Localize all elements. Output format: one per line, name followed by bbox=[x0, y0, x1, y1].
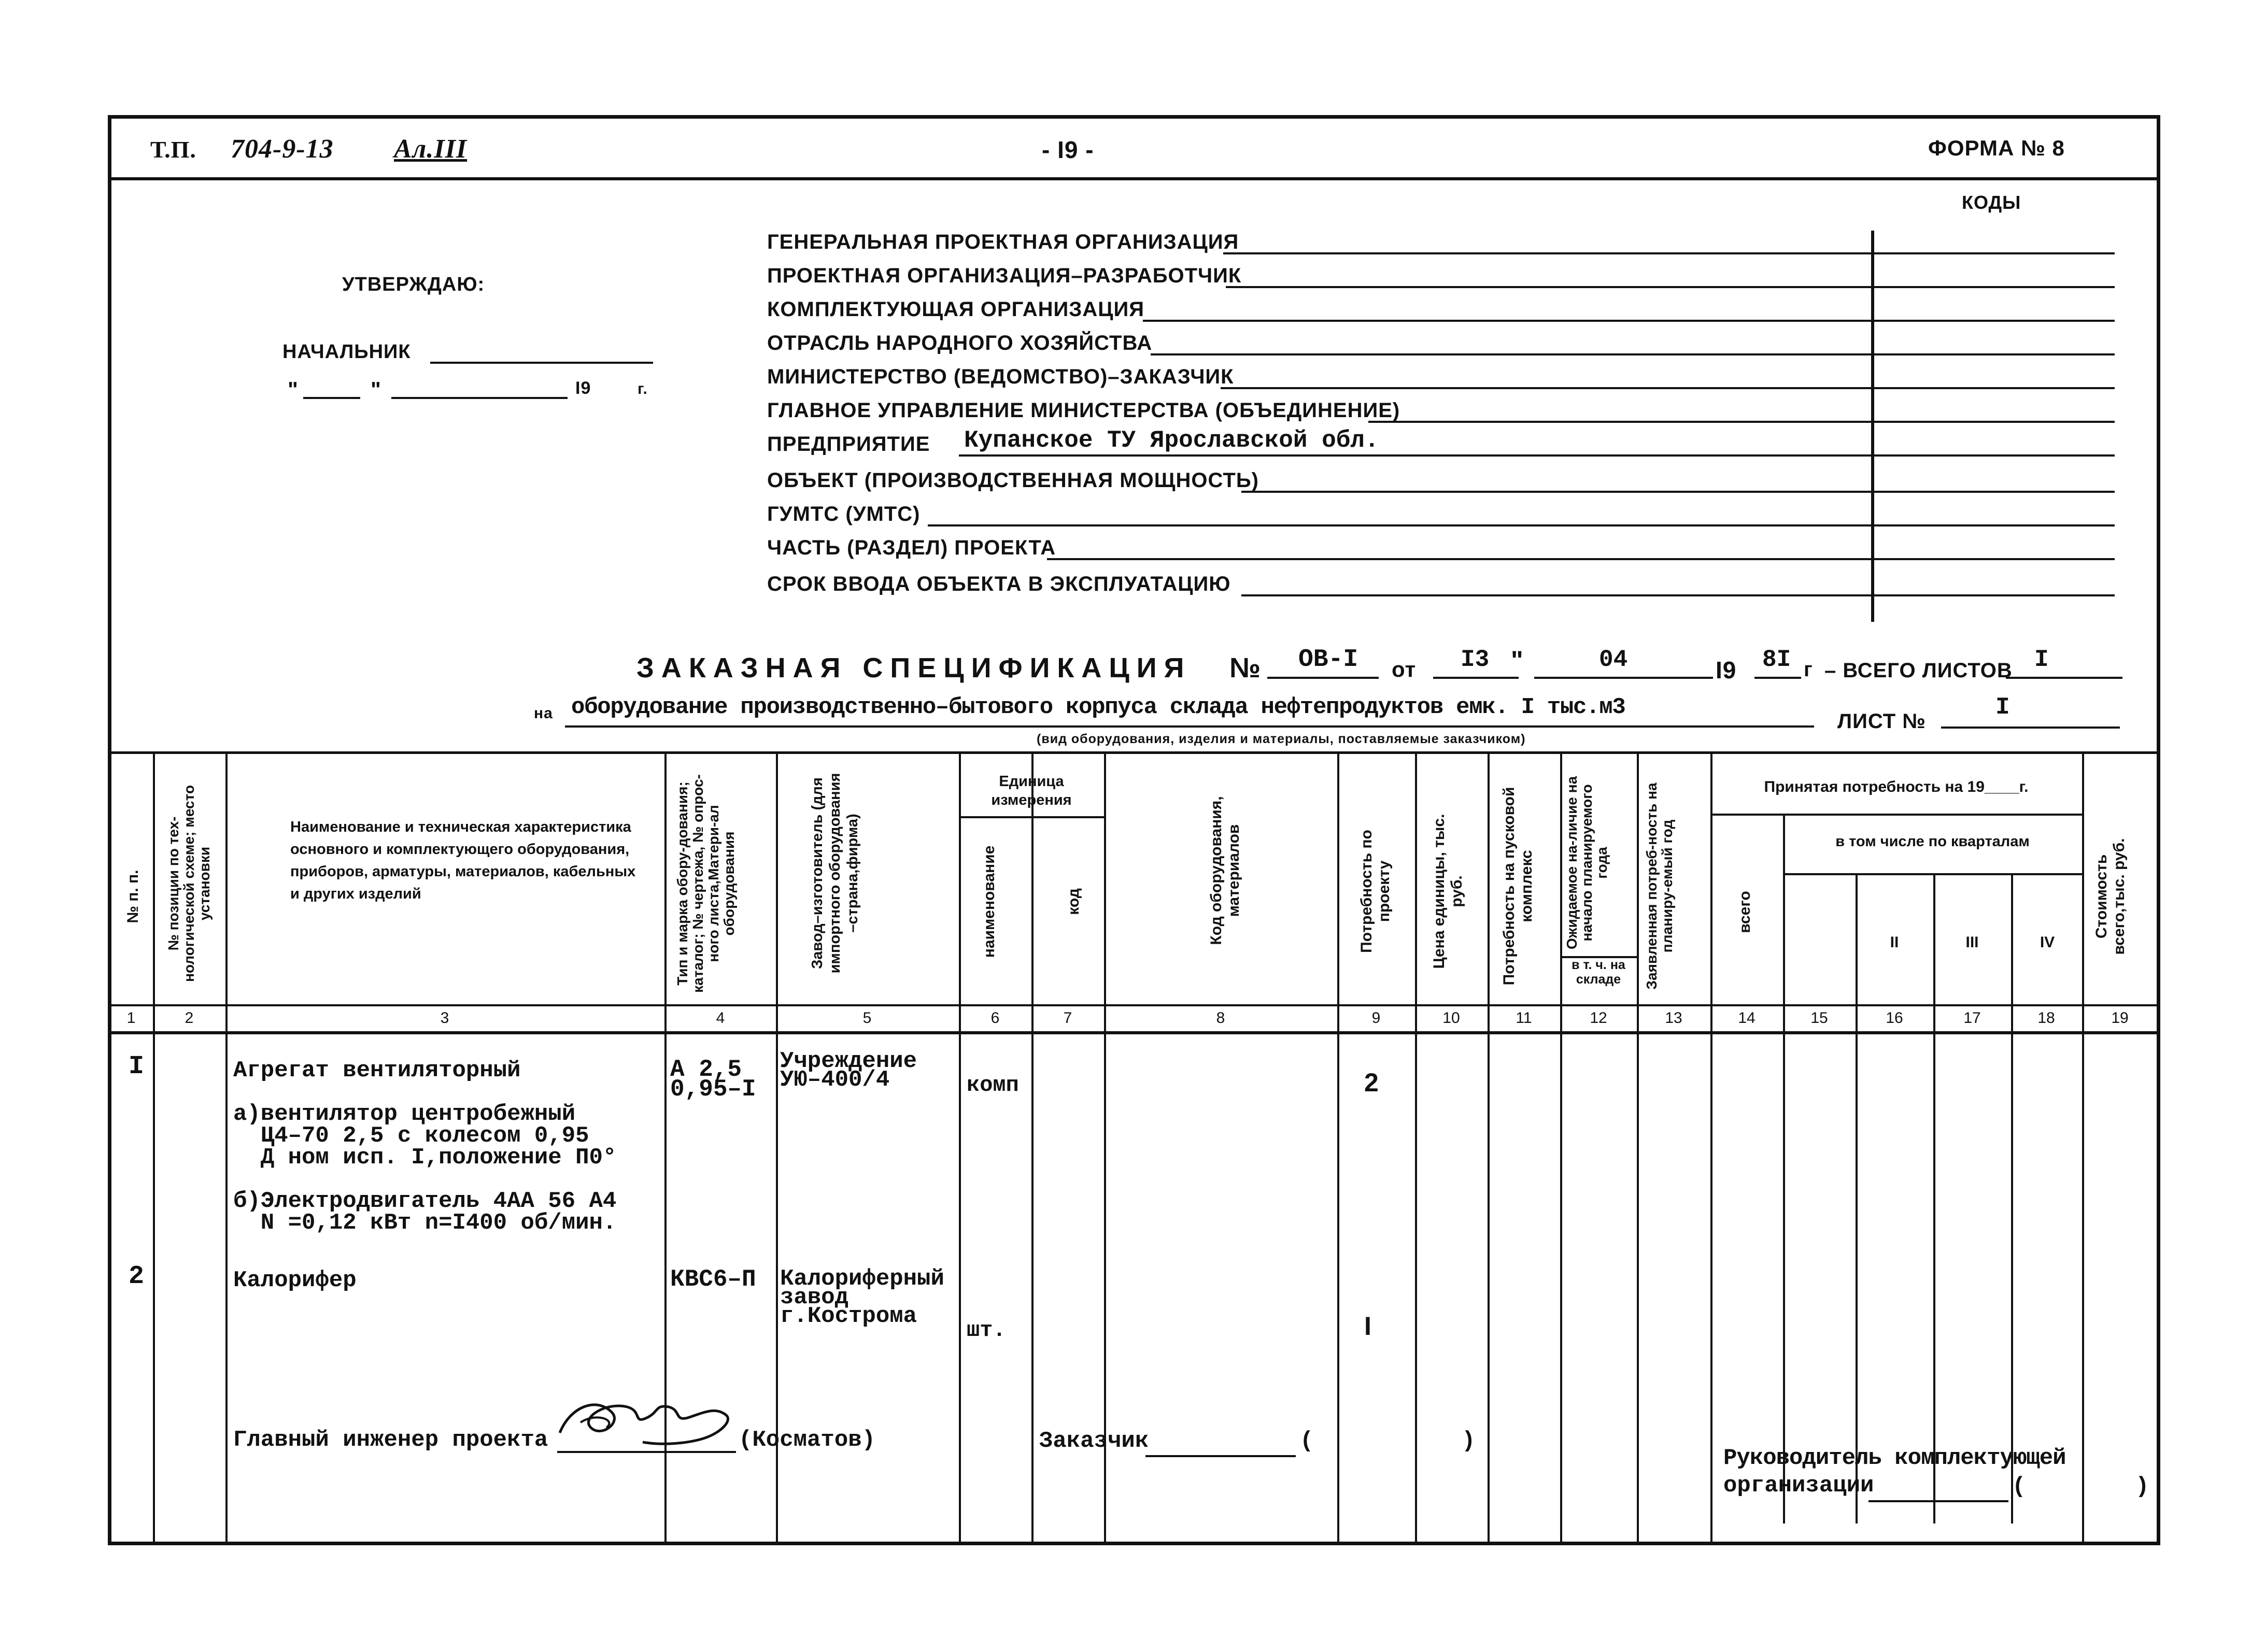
column-divider bbox=[1415, 751, 1417, 1544]
column-number: 13 bbox=[1665, 1009, 1682, 1027]
org-field-line bbox=[1226, 286, 2115, 288]
customer-close: ) bbox=[1462, 1428, 1476, 1454]
column-divider bbox=[1031, 751, 1034, 1544]
column-number: 6 bbox=[990, 1009, 1000, 1027]
spec-month: 04 bbox=[1599, 646, 1628, 673]
spec-year-prefix: I9 bbox=[1716, 657, 1737, 683]
spec-day: I3 bbox=[1461, 646, 1490, 673]
row-1-name: Агрегат вентиляторный а)вентилятор центробежный Ц4–70 2,5 с колесом 0,95 Д ном исп. I,положение П0° б)Электродвигатель 4АА 56 А4 N =0,12 кВт n=I400 об/мин. bbox=[233, 1058, 617, 1236]
col-3-header: Наименование и техническая характеристика основного и комплектующего оборудования, приборов, арматуры, материалов, кабельных и других изделий bbox=[290, 819, 636, 902]
org-field-line bbox=[1241, 491, 2115, 493]
table-header-line bbox=[110, 1004, 2158, 1006]
column-number: 2 bbox=[185, 1009, 194, 1027]
spec-number-label: № bbox=[1229, 652, 1262, 683]
customer-open: ( bbox=[1300, 1428, 1314, 1454]
quarter-divider bbox=[1856, 873, 1858, 1523]
codes-divider bbox=[1871, 231, 1874, 622]
row-1-type: А 2,5 0,95–I bbox=[670, 1056, 756, 1103]
customer-sign-line bbox=[1145, 1455, 1296, 1457]
spec-month-line bbox=[1534, 677, 1713, 679]
column-number: 9 bbox=[1371, 1009, 1381, 1027]
spec-from-label: от bbox=[1392, 657, 1417, 681]
org-field-line bbox=[959, 454, 2115, 457]
col-7-header: код bbox=[1065, 888, 1082, 915]
org-field-label: ОБЪЕКТ (ПРОИЗВОДСТВЕННАЯ МОЩНОСТЬ) bbox=[767, 469, 1259, 492]
row-1-num: I bbox=[129, 1052, 145, 1081]
col-17-header: III bbox=[1965, 934, 1979, 951]
accepted-header: Принятая потребность на 19____г. bbox=[1764, 778, 2029, 795]
row-2-type: КВС6–П bbox=[670, 1266, 756, 1293]
col-19-header: Стоимость всего,тыс. руб. bbox=[2093, 838, 2128, 955]
col-12-sub-header: в т. ч. на складе bbox=[1572, 958, 1625, 987]
column-divider bbox=[1337, 751, 1339, 1544]
column-divider bbox=[2082, 751, 2084, 1544]
spec-year: 8I bbox=[1762, 646, 1791, 673]
row-2-num: 2 bbox=[129, 1262, 145, 1291]
total-sheets: I bbox=[2034, 646, 2049, 673]
column-number: 4 bbox=[716, 1009, 725, 1027]
spec-title: ЗАКАЗНАЯ СПЕЦИФИКАЦИЯ bbox=[636, 652, 1192, 683]
album-label: Ал.III bbox=[394, 134, 468, 164]
quarter-divider bbox=[1933, 873, 1935, 1523]
sheet-number: I bbox=[1995, 694, 2010, 721]
sheet-label: ЛИСТ № bbox=[1837, 710, 1926, 733]
col-2-header: № позиции по тех-нологической схеме; место установки bbox=[165, 785, 213, 982]
column-number: 8 bbox=[1216, 1009, 1225, 1027]
org-field-value: Купанское ТУ Ярославской обл. bbox=[964, 427, 1379, 454]
column-number: 1 bbox=[126, 1009, 136, 1027]
col-18-header: IV bbox=[2040, 934, 2055, 951]
col-5-header: Завод–изготовитель (для импортного оборудования –страна,фирма) bbox=[809, 773, 861, 974]
tp-label: Т.П. bbox=[150, 136, 196, 163]
column-number: 12 bbox=[1590, 1009, 1607, 1027]
org-field-line bbox=[1223, 252, 2115, 254]
column-number: 7 bbox=[1063, 1009, 1072, 1027]
col-8-header: Код оборудования, материалов bbox=[1208, 796, 1242, 945]
column-number: 19 bbox=[2111, 1009, 2129, 1027]
unit-group-header: Единица измерения bbox=[991, 773, 1072, 808]
row-2-maker: Калориферный завод г.Кострома bbox=[780, 1266, 944, 1329]
supplier-open: ( bbox=[2012, 1474, 2026, 1500]
column-number: 10 bbox=[1442, 1009, 1460, 1027]
column-divider bbox=[1637, 751, 1639, 1544]
chief-engineer-name: (Косматов) bbox=[739, 1427, 876, 1453]
column-divider bbox=[1560, 751, 1562, 1544]
date-quote-close: " bbox=[371, 377, 381, 402]
quarter-divider bbox=[1783, 814, 1785, 1523]
date-quote-open: " bbox=[288, 377, 299, 402]
col-12-header: Ожидаемое на-личие на начало планируемого года bbox=[1564, 776, 1610, 950]
column-divider bbox=[1104, 751, 1106, 1544]
approve-label: УТВЕРЖДАЮ: bbox=[342, 274, 485, 295]
org-field-label: ГЕНЕРАЛЬНАЯ ПРОЕКТНАЯ ОРГАНИЗАЦИЯ bbox=[767, 231, 1239, 253]
column-number: 14 bbox=[1738, 1009, 1756, 1027]
org-field-label: МИНИСТЕРСТВО (ВЕДОМСТВО)–ЗАКАЗЧИК bbox=[767, 365, 1234, 388]
org-field-line bbox=[928, 524, 2115, 526]
org-field-label: КОМПЛЕКТУЮЩАЯ ОРГАНИЗАЦИЯ bbox=[767, 298, 1144, 321]
date-month-line bbox=[391, 397, 568, 399]
col-14-header: всего bbox=[1736, 891, 1753, 933]
spec-year-suffix: г bbox=[1804, 658, 1813, 681]
column-number: 15 bbox=[1810, 1009, 1828, 1027]
org-field-line bbox=[1143, 320, 2115, 322]
col-16-header: II bbox=[1890, 934, 1899, 951]
column-divider bbox=[225, 751, 228, 1544]
header-divider bbox=[110, 177, 2158, 180]
col-11-header: Потребность на пусковой комплекс bbox=[1500, 787, 1535, 986]
row-2-qty: I bbox=[1364, 1312, 1371, 1341]
spec-subject-line bbox=[565, 725, 1814, 728]
org-field-line bbox=[1368, 421, 2115, 423]
org-field-label: СРОК ВВОДА ОБЪЕКТА В ЭКСПЛУАТАЦИЮ bbox=[767, 573, 1231, 595]
table-top-line bbox=[110, 751, 2158, 754]
spec-year-line bbox=[1754, 677, 1801, 679]
org-field-label: ГУМТС (УМТС) bbox=[767, 503, 921, 525]
column-divider bbox=[1710, 751, 1712, 1544]
col-4-header: Тип и марка обору-дования; каталог; № чертежа, № опрос-ного листа,Матери-ал оборудования bbox=[674, 774, 737, 993]
column-divider bbox=[1488, 751, 1490, 1544]
date-day-line bbox=[303, 397, 360, 399]
row-1-unit: комп bbox=[967, 1073, 1019, 1098]
row-2-name: Калорифер bbox=[233, 1268, 357, 1293]
supplier-head-line-2: организации bbox=[1723, 1473, 1874, 1499]
accepted-group-line bbox=[1710, 814, 2082, 816]
column-number: 11 bbox=[1516, 1009, 1532, 1027]
col-6-header: наименование bbox=[981, 845, 998, 958]
spec-quote: " bbox=[1511, 646, 1524, 675]
form-number: ФОРМА № 8 bbox=[1928, 136, 2065, 160]
column-number: 18 bbox=[2037, 1009, 2055, 1027]
chief-engineer-signature bbox=[549, 1376, 746, 1454]
org-field-label: ПРОЕКТНАЯ ОРГАНИЗАЦИЯ–РАЗРАБОТЧИК bbox=[767, 264, 1242, 287]
quarters-group-line bbox=[1783, 873, 2082, 875]
column-number: 17 bbox=[1963, 1009, 1981, 1027]
org-field-label: ОТРАСЛЬ НАРОДНОГО ХОЗЯЙСТВА bbox=[767, 332, 1153, 354]
chief-sign-line bbox=[430, 362, 653, 364]
col-9-header: Потребность по проекту bbox=[1358, 830, 1393, 953]
org-field-line bbox=[1221, 387, 2115, 389]
total-sheets-line bbox=[2006, 677, 2122, 679]
codes-label: КОДЫ bbox=[1962, 192, 2021, 213]
row-1-qty: 2 bbox=[1364, 1068, 1379, 1097]
total-sheets-label: – ВСЕГО ЛИСТОВ bbox=[1824, 659, 2013, 682]
col-1-header: № п. п. bbox=[124, 870, 141, 923]
org-field-line bbox=[1151, 353, 2115, 355]
sheet-line bbox=[1941, 727, 2120, 729]
approval-year-suffix: г. bbox=[638, 380, 648, 397]
col-13-header: Заявленная потреб-ность на планиру-емый год bbox=[1644, 782, 1675, 990]
column-divider bbox=[153, 751, 155, 1544]
column-number: 5 bbox=[862, 1009, 872, 1027]
col-10-header: Цена единицы, тыс. руб. bbox=[1431, 814, 1465, 969]
spec-subject: оборудование производственно–бытового корпуса склада нефтепродуктов емк. I тыс.м3 bbox=[571, 694, 1625, 720]
org-field-line bbox=[1047, 558, 2115, 560]
subject-caption: (вид оборудования, изделия и материалы, поставляемые заказчиком) bbox=[1037, 732, 1526, 746]
org-field-label: ГЛАВНОЕ УПРАВЛЕНИЕ МИНИСТЕРСТВА (ОБЪЕДИНЕНИЕ) bbox=[767, 399, 1400, 422]
quarter-divider bbox=[2011, 873, 2013, 1523]
supplier-head-line-1: Руководитель комплектующей bbox=[1723, 1445, 2066, 1471]
chief-label: НАЧАЛЬНИК bbox=[282, 341, 411, 363]
chief-engineer-label: Главный инженер проекта bbox=[233, 1427, 548, 1453]
column-divider bbox=[959, 751, 961, 1544]
spec-number-line bbox=[1267, 677, 1379, 679]
spec-day-line bbox=[1433, 677, 1519, 679]
supplier-sign-line bbox=[1868, 1500, 2008, 1502]
row-2-unit: шт. bbox=[967, 1318, 1006, 1343]
approval-year-prefix: I9 bbox=[575, 378, 591, 398]
org-field-label: ПРЕДПРИЯТИЕ bbox=[767, 433, 930, 455]
row-1-maker: Учреждение УЮ–400/4 bbox=[780, 1048, 917, 1093]
column-divider bbox=[776, 751, 778, 1544]
spec-number: ОВ-I bbox=[1298, 646, 1358, 674]
table-colnum-line bbox=[110, 1031, 2158, 1034]
supplier-close: ) bbox=[2135, 1474, 2149, 1500]
customer-label: Заказчик bbox=[1039, 1428, 1149, 1454]
org-field-label: ЧАСТЬ (РАЗДЕЛ) ПРОЕКТА bbox=[767, 536, 1056, 559]
column-number: 16 bbox=[1886, 1009, 1903, 1027]
column-number: 3 bbox=[440, 1009, 449, 1027]
project-code: 704-9-13 bbox=[231, 134, 334, 164]
org-field-line bbox=[1241, 594, 2115, 596]
spec-on-label: на bbox=[534, 705, 553, 722]
page-number: - I9 - bbox=[1042, 136, 1094, 163]
quarters-header: в том числе по кварталам bbox=[1835, 833, 2030, 850]
